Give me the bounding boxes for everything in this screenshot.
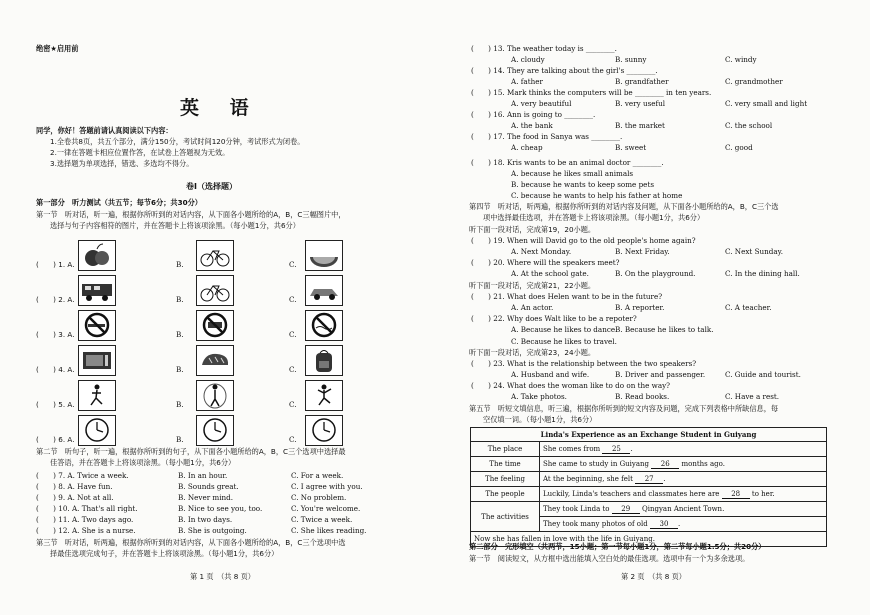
bread-icon bbox=[196, 345, 234, 376]
sec5-line2: 空仅填一词。（每小题1分，共6分） bbox=[483, 415, 597, 424]
option-a: A. the bank bbox=[511, 121, 553, 130]
option-a: A. cloudy bbox=[511, 55, 545, 64]
question-number: ( ) 6. A. bbox=[36, 435, 75, 444]
question-stem: ( ) 14. They are talking about the girl's ________. bbox=[471, 66, 658, 75]
option-a: ( ) 7. A. Twice a week. bbox=[36, 471, 129, 480]
apple-icon bbox=[78, 240, 116, 271]
option-b: B. Nice to see you, too. bbox=[178, 504, 263, 513]
option-b: B. very useful bbox=[615, 99, 666, 108]
option-c: C. the school bbox=[725, 121, 773, 130]
row-key: The place bbox=[471, 442, 540, 457]
bicycle-icon bbox=[196, 275, 234, 306]
dialogue-2-note: 听下面一段对话，完成第21，22小题。 bbox=[469, 281, 596, 290]
question-stem: ( ) 21. What does Helen want to be in the future? bbox=[471, 292, 663, 301]
blank-27[interactable]: 27 bbox=[635, 475, 663, 484]
option-a: A. very beautiful bbox=[511, 99, 572, 108]
no-driving-icon bbox=[196, 310, 234, 341]
option-c: C. windy bbox=[725, 55, 757, 64]
question-stem: ( ) 23. What is the relationship between the two speakers? bbox=[471, 359, 697, 368]
q18-option-b: B. because he wants to keep some pets bbox=[511, 180, 655, 189]
option-a: A. father bbox=[511, 77, 543, 86]
question-stem: ( ) 24. What does the woman like to do on the way? bbox=[471, 381, 671, 390]
option-b: B. She is outgoing. bbox=[178, 526, 247, 535]
part2-sec1: 第一节 阅读短文，从方框中选出能填入空白处的最佳选项。选项中有一个为多余选项。 bbox=[469, 554, 750, 563]
option-b: B. sweet bbox=[615, 143, 647, 152]
no-smoking-icon bbox=[78, 310, 116, 341]
option-b: B. A reporter. bbox=[615, 303, 665, 312]
option-b: B. On the playground. bbox=[615, 269, 696, 278]
option-b: B. Never mind. bbox=[178, 493, 234, 502]
row-key: The activities bbox=[471, 502, 540, 532]
page-footer: 第 2 页 （共 8 页） bbox=[621, 572, 686, 581]
option-c: C. A teacher. bbox=[725, 303, 772, 312]
page-footer: 第 1 页 （共 8 页） bbox=[190, 572, 255, 581]
sec1-line2: 选择与句子内容相符的图片，并在答题卡上将该项涂黑。（每小题1分，共6分） bbox=[50, 221, 300, 230]
clock-icon bbox=[305, 415, 343, 446]
option-c: C. Next Sunday. bbox=[725, 247, 784, 256]
question-stem: ( ) 17. The food in Sanya was ________. bbox=[471, 132, 623, 141]
question-number: ( ) 1. A. bbox=[36, 260, 75, 269]
option-a: ( ) 8. A. Have fun. bbox=[36, 482, 113, 491]
table-row bbox=[471, 487, 827, 502]
blank-29[interactable]: 29 bbox=[612, 505, 640, 514]
table-row bbox=[471, 442, 827, 457]
option-c: C. Have a rest. bbox=[725, 392, 780, 401]
option-label: C. bbox=[289, 295, 297, 304]
question-number: ( ) 5. A. bbox=[36, 400, 75, 409]
option-label: B. bbox=[176, 295, 184, 304]
question-number: ( ) 3. A. bbox=[36, 330, 75, 339]
car-icon bbox=[305, 275, 343, 306]
row-key: The feeling bbox=[471, 472, 540, 487]
option-label: B. bbox=[176, 260, 184, 269]
q18-option-c: C. because he wants to help his father at home bbox=[511, 191, 683, 200]
sec3-line1: 第三节 听对话，听两遍，根据你所听到的对话内容，从下面各小题所给的A，B，C三个选项中选 bbox=[36, 538, 346, 547]
option-b: B. Next Friday. bbox=[615, 247, 670, 256]
watermelon-icon bbox=[305, 240, 343, 271]
option-label: B. bbox=[176, 330, 184, 339]
dialogue-1-note: 听下面一段对话，完成第19，20小题。 bbox=[469, 225, 596, 234]
table-row bbox=[471, 472, 827, 487]
no-swimming-icon bbox=[305, 310, 343, 341]
option-b: B. sunny bbox=[615, 55, 647, 64]
sec3-line2: 择最佳选项完成句子，并在答题卡上将该项涂黑。（每小题1分，共6分） bbox=[50, 549, 279, 558]
option-c: C. very small and light bbox=[725, 99, 808, 108]
option-a: A. An actor. bbox=[511, 303, 554, 312]
option-label: C. bbox=[289, 365, 297, 374]
option-b: B. Driver and passenger. bbox=[615, 370, 706, 379]
blank-28[interactable]: 28 bbox=[722, 490, 750, 499]
option-c: C. She likes reading. bbox=[291, 526, 367, 535]
blank-25[interactable]: 25 bbox=[602, 445, 630, 454]
blank-30[interactable]: 30 bbox=[650, 520, 678, 529]
runner-icon bbox=[78, 380, 116, 411]
page-title: 英 语 bbox=[180, 97, 261, 119]
option-c: C. In the dining hall. bbox=[725, 269, 800, 278]
rule-1: 1.全卷共8页，共五个部分，满分150分，考试时间120分钟，考试形式为闭卷。 bbox=[50, 137, 305, 146]
row-value: Luckily, Linda's teachers and classmates here are 28 to her. bbox=[540, 487, 827, 502]
option-a: A. At the school gate. bbox=[511, 269, 589, 278]
option-label: C. bbox=[289, 330, 297, 339]
info-table bbox=[470, 427, 827, 547]
sec2-line2: 佳答语，并在答题卡上将该项涂黑。（每小题1分，共6分） bbox=[50, 458, 236, 467]
option-b: B. Sounds great. bbox=[178, 482, 239, 491]
option-label: C. bbox=[289, 400, 297, 409]
microwave-icon bbox=[78, 345, 116, 376]
option-c: C. No problem. bbox=[291, 493, 347, 502]
option-a: ( ) 10. A. That's all right. bbox=[36, 504, 138, 513]
option-c: C. You're welcome. bbox=[291, 504, 361, 513]
option-c: C. Guide and tourist. bbox=[725, 370, 801, 379]
option-b: B. the market bbox=[615, 121, 665, 130]
question-stem: ( ) 22. Why does Walt like to be a repoter? bbox=[471, 314, 637, 323]
table-row bbox=[471, 502, 827, 517]
row-value: She comes from 25 . bbox=[540, 442, 827, 457]
table-row bbox=[471, 457, 827, 472]
option-b: B. In an hour. bbox=[178, 471, 228, 480]
question-number: ( ) 2. A. bbox=[36, 295, 75, 304]
question-stem: ( ) 19. When will David go to the old people's home again? bbox=[471, 236, 696, 245]
question-stem: ( ) 13. The weather today is ________. bbox=[471, 44, 617, 53]
blank-26[interactable]: 26 bbox=[651, 460, 679, 469]
q18-option-a: A. because he likes small animals bbox=[511, 169, 634, 178]
table-title: Linda's Experience as an Exchange Student in Guiyang bbox=[471, 428, 827, 442]
option-a: A. Because he likes to dance. bbox=[511, 325, 618, 334]
rule-3: 3.选择题为单项选择，错选、多选均不得分。 bbox=[50, 159, 194, 168]
option-label: B. bbox=[176, 365, 184, 374]
option-c: C. Twice a week. bbox=[291, 515, 353, 524]
option-a: A. Husband and wife. bbox=[511, 370, 590, 379]
backpack-icon bbox=[305, 345, 343, 376]
row-value: They took many photos of old 30 . bbox=[540, 517, 827, 532]
option-label: C. bbox=[289, 435, 297, 444]
option-b: B. Because he likes to talk. bbox=[615, 325, 714, 334]
row-value: They took Linda to 29 Qingyan Ancient Town. bbox=[540, 502, 827, 517]
part2-heading: 第二部分 完形填空（共两节，15小题；第一节每小题1分，第二节每小题1.5分；共20分） bbox=[469, 542, 766, 551]
row-key: The time bbox=[471, 457, 540, 472]
part1-heading: 第一部分 听力测试（共五节；每节6分；共30分） bbox=[36, 198, 202, 207]
question-stem: ( ) 15. Mark thinks the computers will be ________ in ten years. bbox=[471, 88, 712, 97]
bicycle-icon bbox=[196, 240, 234, 271]
dancing-icon bbox=[305, 380, 343, 411]
sec1-line1: 第一节 听对话，听一遍，根据你所听到的对话内容，从下面各小题所给的A，B，C三幅图片中， bbox=[36, 210, 346, 219]
option-a: A. cheap bbox=[511, 143, 543, 152]
option-b: B. grandfather bbox=[615, 77, 669, 86]
row-value: At the beginning, she felt 27 . bbox=[540, 472, 827, 487]
option-label: B. bbox=[176, 400, 184, 409]
volume-heading: 卷Ⅰ（选择题） bbox=[186, 182, 237, 191]
q22-option-c: C. Because he likes to travel. bbox=[511, 337, 617, 346]
question-stem: ( ) 20. Where will the speakers meet? bbox=[471, 258, 620, 267]
option-a: A. Take photos. bbox=[511, 392, 567, 401]
option-a: ( ) 9. A. Not at all. bbox=[36, 493, 114, 502]
train-icon bbox=[78, 275, 116, 306]
option-c: C. For a week. bbox=[291, 471, 344, 480]
question-stem: ( ) 16. Ann is going to ________. bbox=[471, 110, 596, 119]
row-value: She came to study in Guiyang 26 months ago. bbox=[540, 457, 827, 472]
option-b: B. Read books. bbox=[615, 392, 670, 401]
option-a: ( ) 11. A. Two days ago. bbox=[36, 515, 134, 524]
sec2-line1: 第二节 听句子，听一遍，根据你所听到的句子，从下面各小题所给的A，B，C三个选项中选择最 bbox=[36, 447, 346, 456]
clock-icon bbox=[78, 415, 116, 446]
option-label: C. bbox=[289, 260, 297, 269]
jump-rope-icon bbox=[196, 380, 234, 411]
option-label: B. bbox=[176, 435, 184, 444]
option-c: C. good bbox=[725, 143, 753, 152]
option-c: C. I agree with you. bbox=[291, 482, 363, 491]
option-b: B. In two days. bbox=[178, 515, 233, 524]
intro-text: 同学，你好！答题前请认真阅读以下内容： bbox=[36, 126, 173, 135]
rule-2: 2.一律在答题卡相应位置作答，在试卷上答题视为无效。 bbox=[50, 148, 230, 157]
option-a: ( ) 12. A. She is a nurse. bbox=[36, 526, 136, 535]
dialogue-3-note: 听下面一段对话，完成第23，24小题。 bbox=[469, 348, 596, 357]
row-key: The people bbox=[471, 487, 540, 502]
secret-label: 绝密★启用前 bbox=[36, 44, 79, 53]
option-c: C. grandmother bbox=[725, 77, 783, 86]
q18-stem: ( ) 18. Kris wants to be an animal doctor ________. bbox=[471, 158, 664, 167]
question-number: ( ) 4. A. bbox=[36, 365, 75, 374]
option-a: A. Next Monday. bbox=[511, 247, 572, 256]
table-summary: Now she has fallen in love with the life in Guiyang. bbox=[471, 532, 827, 547]
clock-icon bbox=[196, 415, 234, 446]
sec4-line2: 项中选择最佳选项，并在答题卡上将该项涂黑。（每小题1分，共6分） bbox=[483, 213, 705, 222]
sec4-line1: 第四节 听对话，听两遍，根据你所听到的对话内容及问题，从下面各小题所给的A，B，C三个选 bbox=[469, 202, 779, 211]
sec5-line1: 第五节 听短文填信息，听三遍，根据你所听到的短文内容及问题，完成下列表格中所缺信息，每 bbox=[469, 404, 779, 413]
